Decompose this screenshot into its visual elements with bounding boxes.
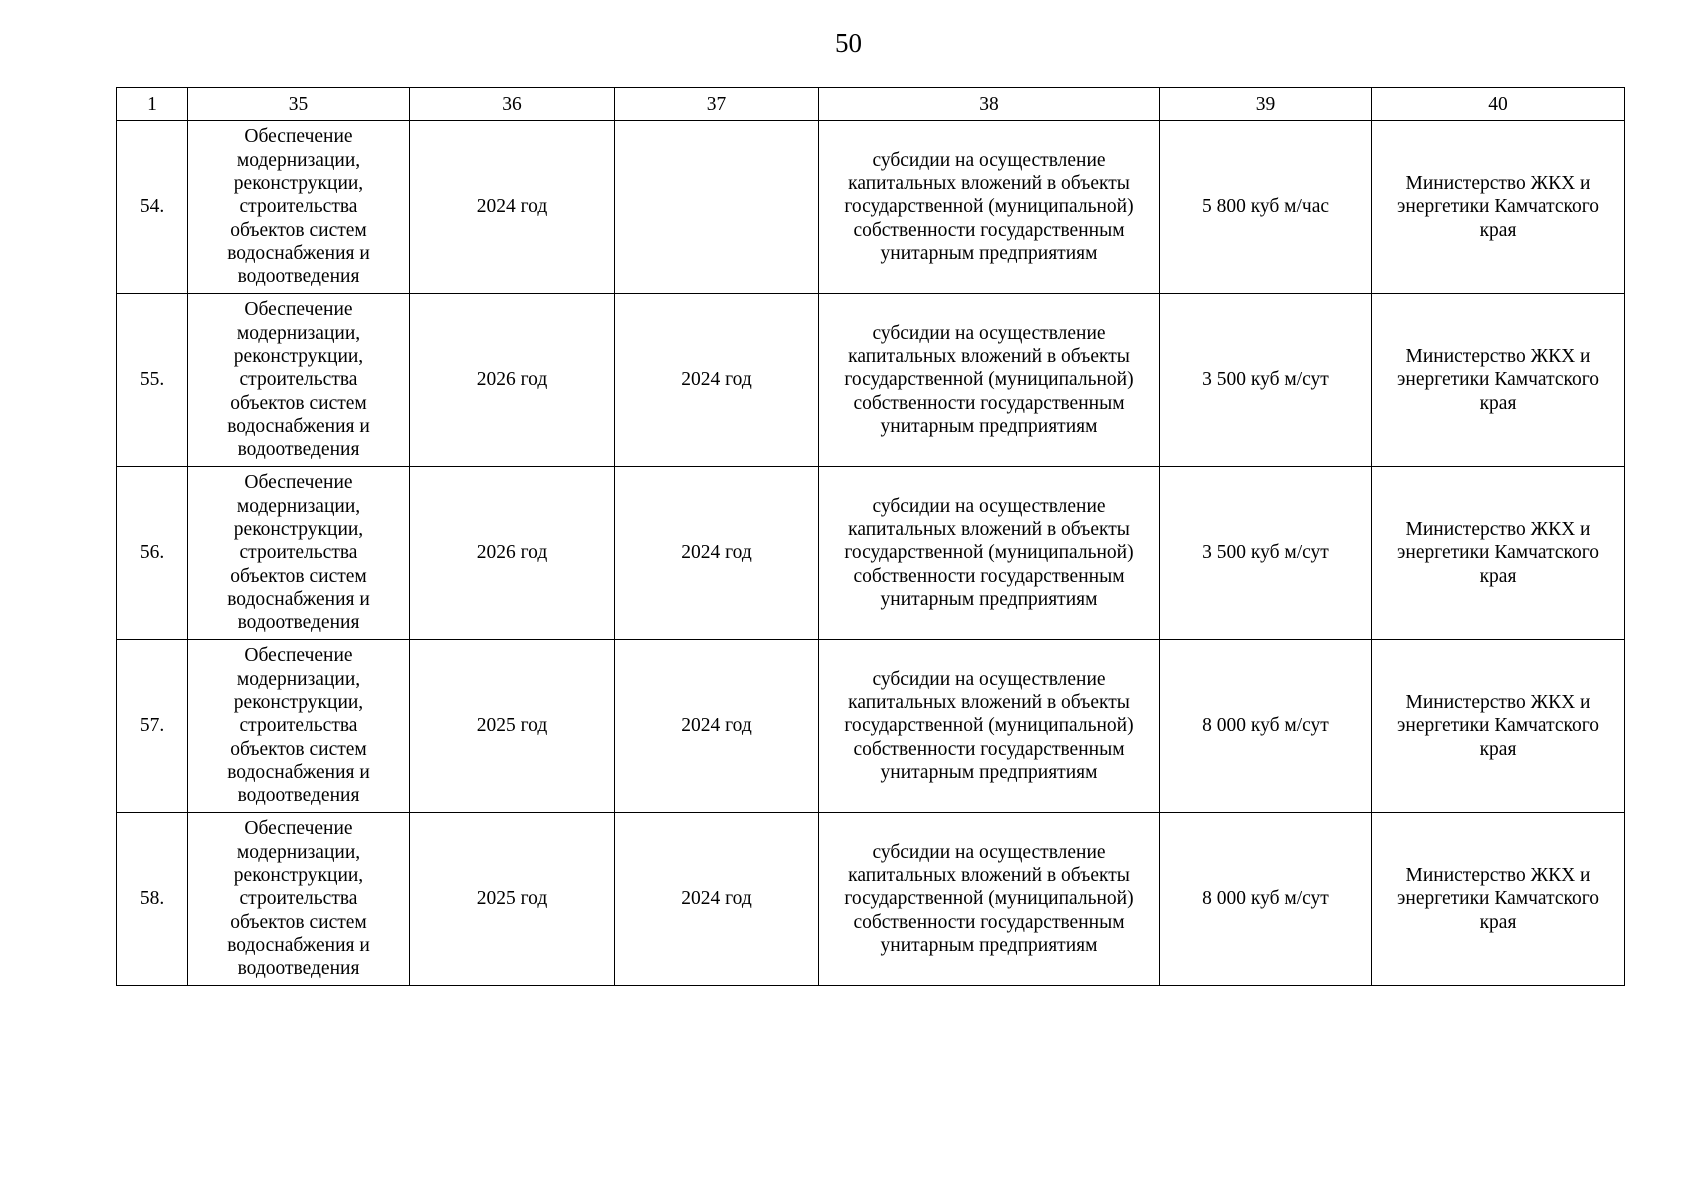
row-number-cell: 57.	[117, 640, 188, 813]
measure-cell: Обеспечение модернизации, реконструкции, строительства объектов систем водоснабжения и водоотведения	[188, 121, 410, 294]
responsible-body-cell: Министерство ЖКХ и энергетики Камчатского края	[1372, 294, 1625, 467]
capacity-cell: 3 500 куб м/сут	[1160, 294, 1372, 467]
funding-source-cell: субсидии на осуществление капитальных вложений в объекты государственной (муниципальной) собственности государственным унитарным предприятиям	[819, 640, 1160, 813]
responsible-body-cell: Министерство ЖКХ и энергетики Камчатского края	[1372, 121, 1625, 294]
responsible-body-cell: Министерство ЖКХ и энергетики Камчатского края	[1372, 813, 1625, 986]
col36-cell: 2025 год	[410, 640, 615, 813]
capacity-cell: 8 000 куб м/сут	[1160, 813, 1372, 986]
page-number: 50	[835, 28, 862, 58]
col37-cell: 2024 год	[615, 294, 819, 467]
header-cell: 35	[188, 88, 410, 121]
measure-cell: Обеспечение модернизации, реконструкции, строительства объектов систем водоснабжения и водоотведения	[188, 294, 410, 467]
row-number-cell: 58.	[117, 813, 188, 986]
capacity-cell: 5 800 куб м/час	[1160, 121, 1372, 294]
col36-cell: 2026 год	[410, 467, 615, 640]
col36-cell: 2024 год	[410, 121, 615, 294]
responsible-body-cell: Министерство ЖКХ и энергетики Камчатского края	[1372, 467, 1625, 640]
row-number-cell: 56.	[117, 467, 188, 640]
header-cell: 37	[615, 88, 819, 121]
table-row	[117, 813, 1625, 986]
col37-cell: 2024 год	[615, 467, 819, 640]
row-number-cell: 54.	[117, 121, 188, 294]
col37-cell: 2024 год	[615, 813, 819, 986]
row-number-cell: 55.	[117, 294, 188, 467]
funding-source-cell: субсидии на осуществление капитальных вложений в объекты государственной (муниципальной) собственности государственным унитарным предприятиям	[819, 121, 1160, 294]
responsible-body-cell: Министерство ЖКХ и энергетики Камчатского края	[1372, 640, 1625, 813]
header-cell: 38	[819, 88, 1160, 121]
table-row	[117, 121, 1625, 294]
header-cell: 40	[1372, 88, 1625, 121]
col37-cell: 2024 год	[615, 640, 819, 813]
capacity-cell: 3 500 куб м/сут	[1160, 467, 1372, 640]
header-cell: 1	[117, 88, 188, 121]
col36-cell: 2026 год	[410, 294, 615, 467]
measure-cell: Обеспечение модернизации, реконструкции, строительства объектов систем водоснабжения и водоотведения	[188, 813, 410, 986]
funding-source-cell: субсидии на осуществление капитальных вложений в объекты государственной (муниципальной) собственности государственным унитарным предприятиям	[819, 813, 1160, 986]
data-table	[116, 87, 1625, 986]
table-row	[117, 640, 1625, 813]
funding-source-cell: субсидии на осуществление капитальных вложений в объекты государственной (муниципальной) собственности государственным унитарным предприятиям	[819, 294, 1160, 467]
col37-cell	[615, 121, 819, 294]
table-body	[117, 88, 1625, 986]
col36-cell: 2025 год	[410, 813, 615, 986]
table-row	[117, 294, 1625, 467]
capacity-cell: 8 000 куб м/сут	[1160, 640, 1372, 813]
funding-source-cell: субсидии на осуществление капитальных вложений в объекты государственной (муниципальной) собственности государственным унитарным предприятиям	[819, 467, 1160, 640]
header-cell: 36	[410, 88, 615, 121]
table-row	[117, 467, 1625, 640]
header-cell: 39	[1160, 88, 1372, 121]
measure-cell: Обеспечение модернизации, реконструкции, строительства объектов систем водоснабжения и водоотведения	[188, 640, 410, 813]
header-row	[117, 88, 1625, 121]
measure-cell: Обеспечение модернизации, реконструкции, строительства объектов систем водоснабжения и водоотведения	[188, 467, 410, 640]
